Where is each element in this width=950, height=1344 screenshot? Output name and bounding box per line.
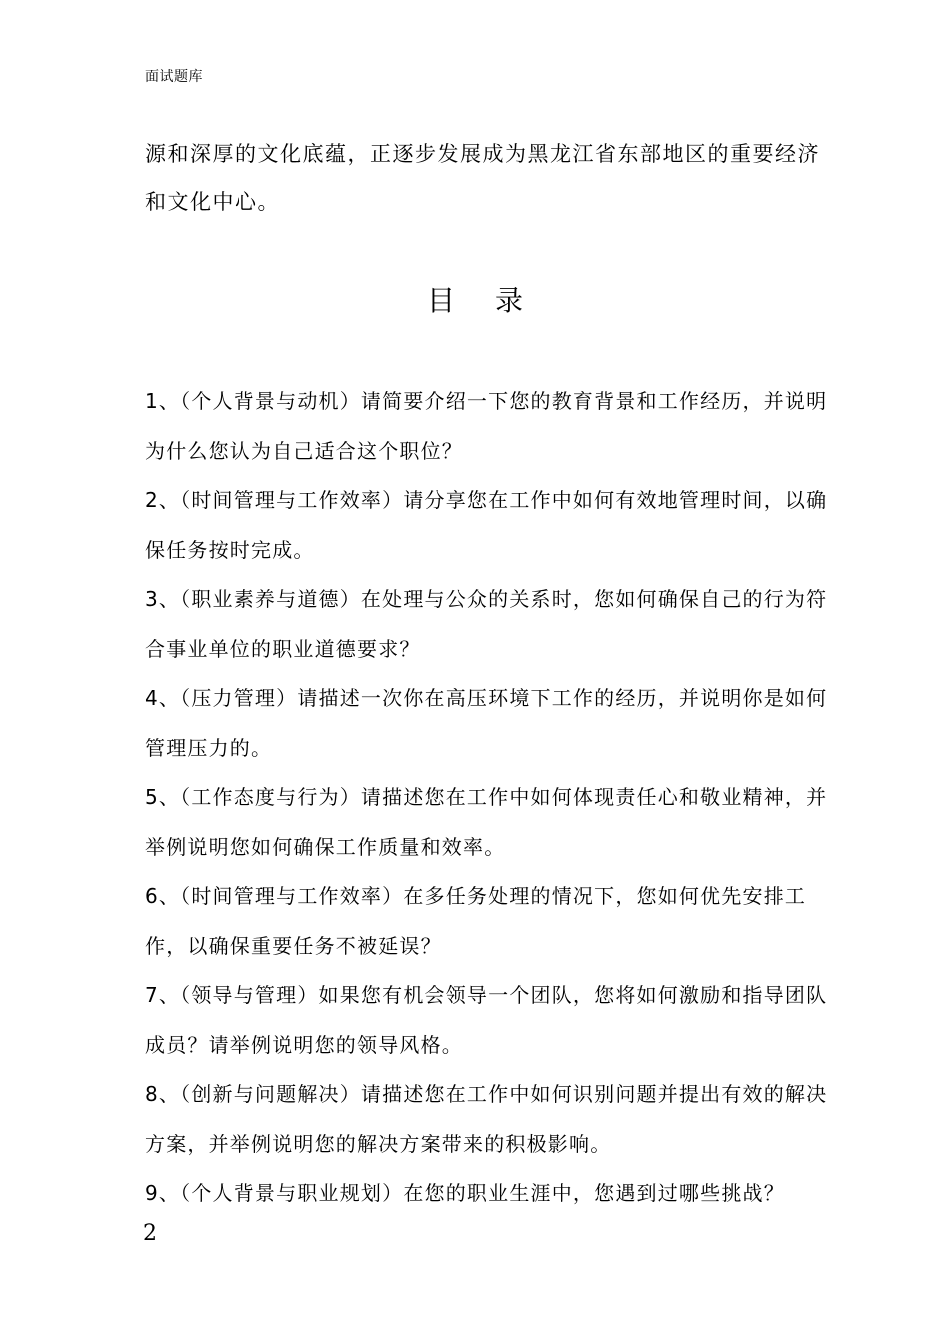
toc-item-3: 3、（职业素养与道德）在处理与公众的关系时，您如何确保自己的行为符合事业单位的职业道德要求？ <box>145 587 828 661</box>
page-header: 面试题库 <box>145 69 203 85</box>
body-paragraph: 源和深厚的文化底蕴，正逐步发展成为黑龙江省东部地区的重要经济和文化中心。 <box>145 142 820 214</box>
page-number: 2 <box>143 1221 157 1246</box>
toc-item-5: 5、（工作态度与行为）请描述您在工作中如何体现责任心和敬业精神，并举例说明您如何确保工作质量和效率。 <box>145 785 828 859</box>
toc-item-2: 2、（时间管理与工作效率）请分享您在工作中如何有效地管理时间，以确保任务按时完成。 <box>145 488 828 562</box>
toc-item-8: 8、（创新与问题解决）请描述您在工作中如何识别问题并提出有效的解决方案，并举例说明您的解决方案带来的积极影响。 <box>145 1082 828 1156</box>
toc-list <box>145 377 835 1219</box>
toc-item-1: 1、（个人背景与动机）请简要介绍一下您的教育背景和工作经历，并说明为什么您认为自己适合这个职位？ <box>145 389 828 463</box>
toc-item-7: 7、（领导与管理）如果您有机会领导一个团队，您将如何激励和指导团队成员？请举例说明您的领导风格。 <box>145 983 828 1057</box>
toc-title: 目录 <box>426 284 563 317</box>
toc-item-6: 6、（时间管理与工作效率）在多任务处理的情况下，您如何优先安排工作，以确保重要任务不被延误？ <box>145 884 807 958</box>
toc-item-9: 9、（个人背景与职业规划）在您的职业生涯中，您遇到过哪些挑战？ <box>145 1181 785 1205</box>
toc-item-4: 4、（压力管理）请描述一次你在高压环境下工作的经历，并说明你是如何管理压力的。 <box>145 686 828 760</box>
